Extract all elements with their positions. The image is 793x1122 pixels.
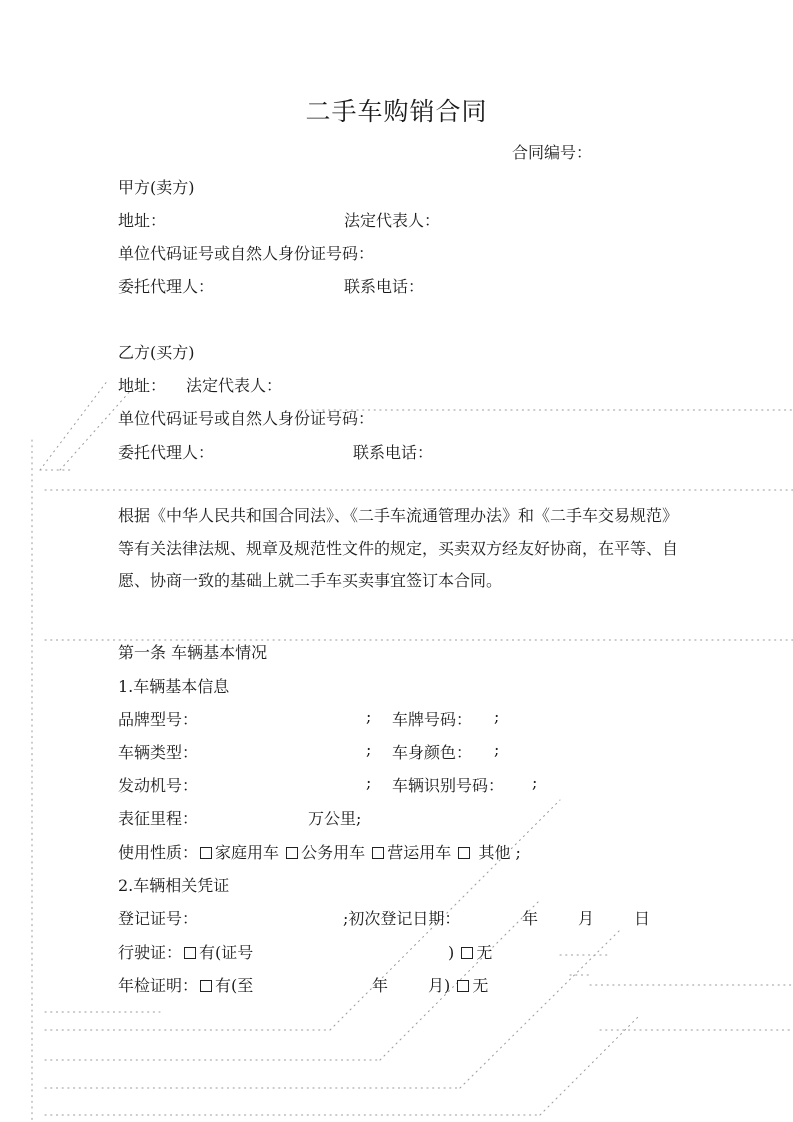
party-b-phone-label: 联系电话： (353, 443, 434, 462)
have-option: 有 (199, 943, 216, 962)
year-label: 年 (522, 909, 539, 928)
party-a-heading: 甲方(卖方) (118, 178, 195, 197)
checkbox-icon[interactable] (286, 847, 298, 859)
usage-end: ; (515, 843, 521, 862)
semicolon: ; (366, 707, 372, 726)
contract-number-label: 合同编号： (512, 143, 593, 162)
party-b-heading: 乙方(买方) (118, 343, 195, 362)
registration-cert-label: 登记证号： (118, 909, 199, 928)
party-a-id-label: 单位代码证号或自然人身份证号码： (118, 244, 375, 263)
party-a-address-label: 地址： (118, 211, 167, 230)
usage-row (118, 840, 521, 863)
checkbox-icon[interactable] (200, 980, 212, 992)
brand-model-label: 品牌型号： (118, 710, 199, 729)
have-option: 有 (215, 976, 232, 995)
inspection-row (118, 973, 253, 996)
driving-license-label: 行驶证： (118, 943, 183, 962)
checkbox-icon[interactable] (372, 847, 384, 859)
none-option: 无 (472, 976, 489, 995)
party-b-legal-rep-label: 法定代表人： (186, 376, 283, 395)
checkbox-icon[interactable] (200, 847, 212, 859)
vin-label: 车辆识别号码： (392, 776, 505, 795)
contract-title: 二手车购销合同 (305, 97, 488, 126)
semicolon: ; (366, 740, 372, 759)
semicolon: ; (532, 773, 538, 792)
plate-number-label: 车牌号码： (392, 710, 473, 729)
engine-number-label: 发动机号： (118, 776, 199, 795)
semicolon: ; (494, 707, 500, 726)
license-number-open: (证号 (215, 943, 254, 962)
section-1-heading: 1.车辆基本信息 (118, 677, 230, 696)
usage-option-family: 家庭用车 (215, 843, 280, 862)
usage-option-other: 其他 (478, 843, 511, 862)
inspection-label: 年检证明： (118, 976, 199, 995)
party-a-agent-label: 委托代理人： (118, 277, 215, 296)
checkbox-icon[interactable] (461, 947, 473, 959)
inspection-none-group (428, 973, 488, 996)
inspection-year-label: 年 (372, 976, 389, 995)
first-registration-label: ;初次登记日期： (343, 909, 461, 928)
party-a-phone-label: 联系电话： (344, 277, 425, 296)
license-none-group (448, 940, 492, 963)
mileage-label: 表征里程： (118, 809, 199, 828)
month-label: 月 (578, 909, 595, 928)
section-2-heading: 2.车辆相关凭证 (118, 876, 230, 895)
body-color-label: 车身颜色： (392, 743, 473, 762)
party-b-address-label: 地址： (118, 376, 167, 395)
semicolon: ; (494, 740, 500, 759)
party-b-id-label: 单位代码证号或自然人身份证号码： (118, 409, 375, 428)
paren-close: ) (448, 943, 455, 962)
mileage-unit: 万公里; (308, 809, 362, 828)
intro-paragraph: 根据《中华人民共和国合同法》、《二手车流通管理办法》和《二手车交易规范》等有关法律法规、规章及规范性文件的规定，买卖双方经友好协商，在平等、自愿、协商一致的基础上就二手车买卖事宜签订本合同。 (118, 506, 679, 590)
article-1-heading: 第一条 车辆基本情况 (118, 643, 268, 662)
inspection-month-close: 月) (428, 976, 451, 995)
driving-license-row (118, 940, 253, 963)
checkbox-icon[interactable] (184, 947, 196, 959)
party-b-agent-label: 委托代理人： (118, 443, 215, 462)
checkbox-icon[interactable] (458, 847, 470, 859)
usage-label: 使用性质： (118, 843, 199, 862)
day-label: 日 (634, 909, 651, 928)
checkbox-icon[interactable] (457, 980, 469, 992)
none-option: 无 (476, 943, 493, 962)
inspection-until-open: (至 (231, 976, 254, 995)
usage-option-official: 公务用车 (301, 843, 366, 862)
usage-option-commercial: 营运用车 (387, 843, 452, 862)
semicolon: ; (366, 773, 372, 792)
vehicle-type-label: 车辆类型： (118, 743, 199, 762)
party-a-legal-rep-label: 法定代表人： (344, 211, 441, 230)
